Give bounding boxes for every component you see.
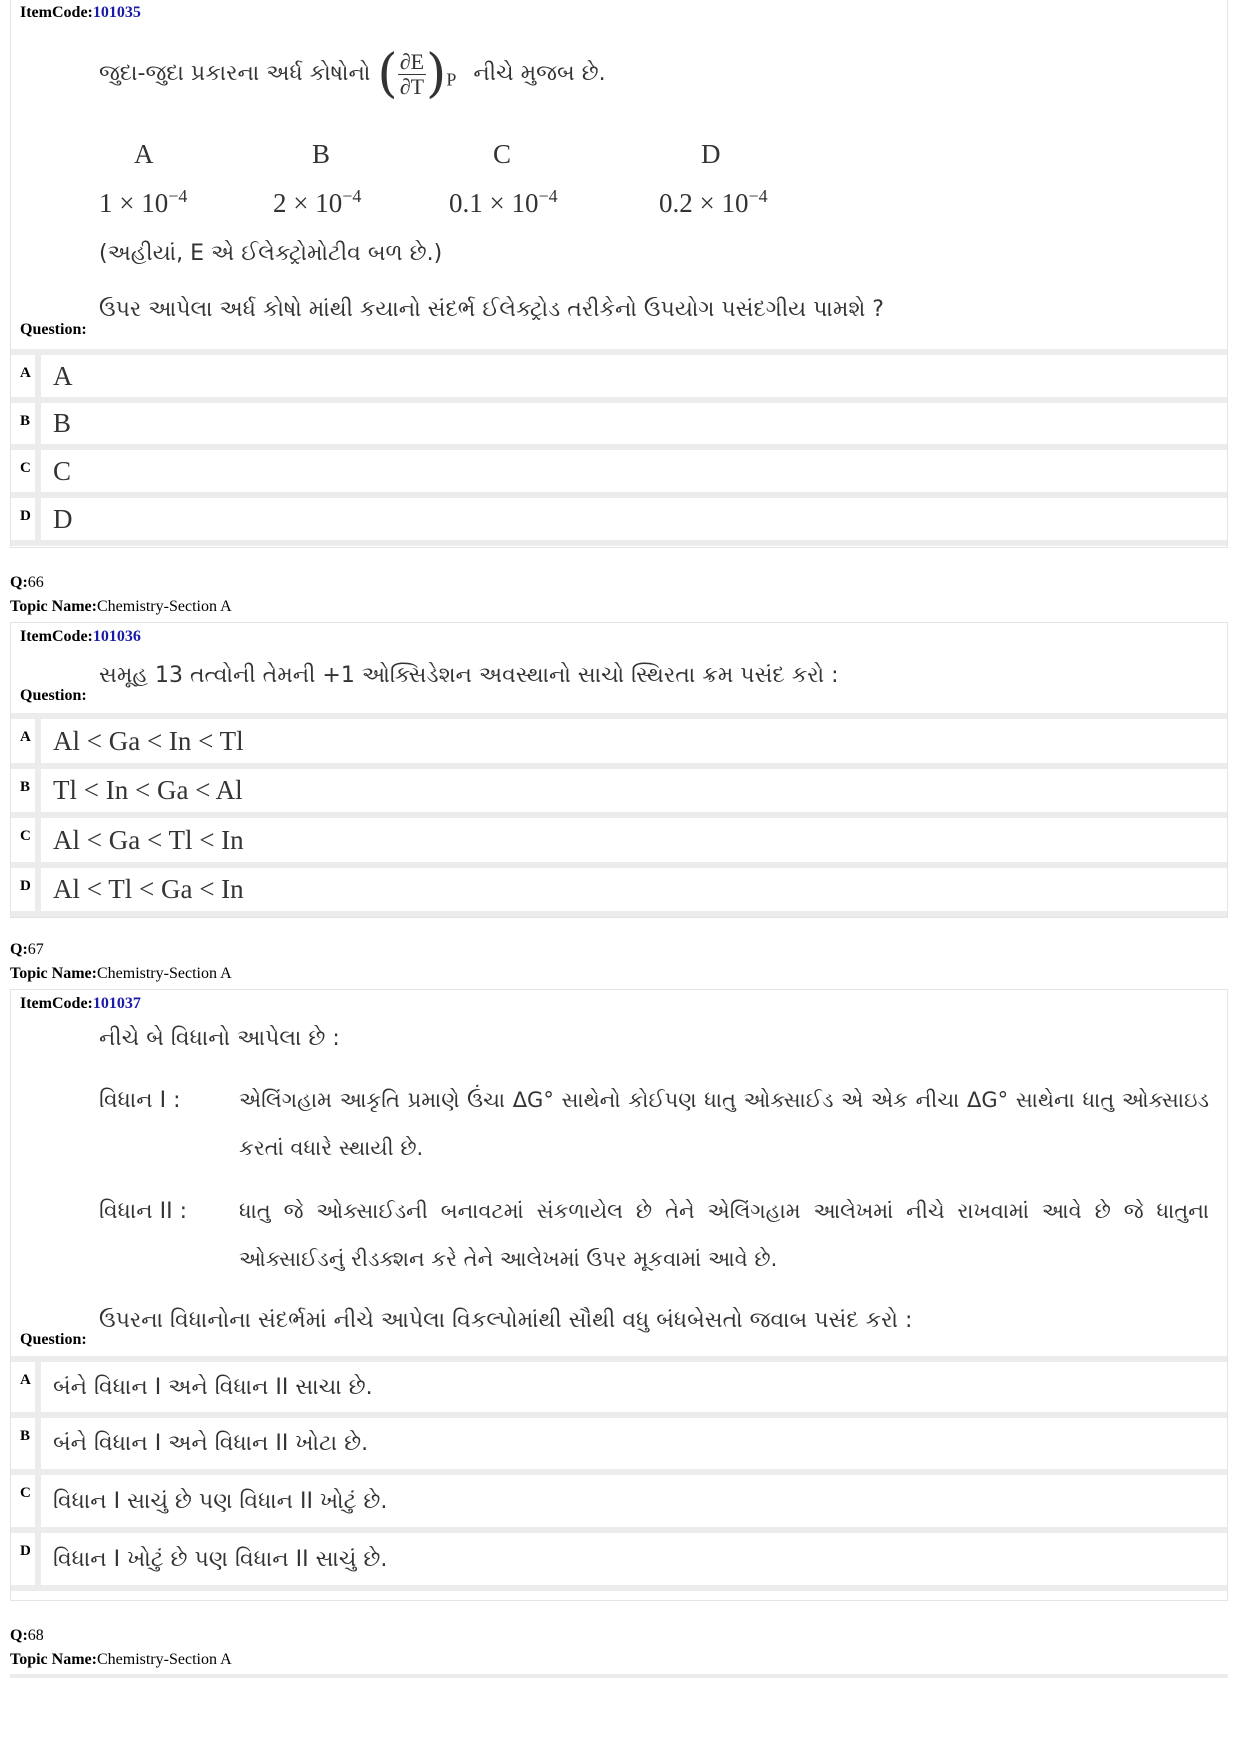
options-list	[11, 349, 1227, 552]
option-a[interactable]: A Al < Ga < In < Tl	[11, 713, 1227, 763]
options-list	[11, 713, 1227, 923]
question-label: Question:	[20, 1331, 87, 1348]
item-code: ItemCode:101037	[20, 995, 141, 1012]
question-card-67	[10, 989, 1228, 1601]
item-code: ItemCode:101036	[20, 628, 141, 645]
question-number: Q:66	[10, 574, 44, 591]
option-a[interactable]: A બંને વિધાન I અને વિધાન II સાચા છે.	[11, 1356, 1227, 1412]
statement-2-text: ધાતુ જે ઓક્સાઈડની બનાવટમાં સંકળાયેલ છે તેને એલિંગહામ આલેખમાં નીચે રાખવામાં આવે છે જે ધાતુના ઓક્સાઈડનું રીડક્શન કરે તેને આલેખમાં ઉપર મૂકવામાં આવે છે.	[239, 1199, 1209, 1271]
topic-name: Topic Name:Chemistry-Section A	[10, 1651, 232, 1668]
option-a[interactable]: A A	[11, 349, 1227, 397]
question-text: ઉપરના વિધાનોના સંદર્ભમાં નીચે આપેલા વિકલ્પોમાંથી સૌથી વધુ બંધબેસતો જવાબ પસંદ કરો :	[99, 1308, 913, 1333]
card-top-border	[10, 1674, 1228, 1678]
value-c: $0.1 \times 10^{-4}$	[449, 186, 558, 218]
column-label-a: A	[134, 139, 154, 169]
statement-1-label: વિધાન I :	[99, 1088, 181, 1113]
question-note: (અહીયાં, E એ ઈલેક્ટ્રોમોટીવ બળ છે.)	[99, 241, 443, 266]
item-code: ItemCode:101035	[20, 4, 141, 21]
column-label-c: C	[493, 139, 512, 169]
option-b[interactable]: B B	[11, 397, 1227, 444]
option-d[interactable]: D D	[11, 492, 1227, 540]
topic-name: Topic Name:Chemistry-Section A	[10, 598, 232, 615]
value-b: $2 \times 10^{-4}$	[273, 186, 362, 218]
value-a: $1 \times 10^{-4}$	[99, 186, 188, 218]
statements-intro: નીચે બે વિધાનો આપેલા છે :	[99, 1026, 340, 1051]
column-label-b: B	[312, 139, 331, 169]
question-number: Q:68	[10, 1627, 44, 1644]
question-card-65	[10, 0, 1228, 548]
option-d[interactable]: D Al < Tl < Ga < In	[11, 862, 1227, 911]
option-b[interactable]: B Tl < In < Ga < Al	[11, 763, 1227, 812]
option-c[interactable]: C વિધાન I સાચું છે પણ વિધાન II ખોટું છે.	[11, 1469, 1227, 1527]
question-number: Q:67	[10, 941, 44, 958]
question-intro: જુદા-જુદા પ્રકારના અર્ધ કોષોનો ( $\frac{\partial E}{\partial T}$ )$_P$ નીચે મુજબ છે.	[99, 44, 606, 104]
options-list	[11, 1356, 1227, 1597]
option-b[interactable]: B બંને વિધાન I અને વિધાન II ખોટા છે.	[11, 1412, 1227, 1469]
option-c[interactable]: C Al < Ga < Tl < In	[11, 812, 1227, 862]
question-text: સમૂહ 13 તત્વોની તેમની +1 ઓક્સિડેશન અવસ્થાનો સાચો સ્થિરતા ક્રમ પસંદ કરો :	[99, 663, 839, 688]
option-c[interactable]: C C	[11, 444, 1227, 492]
question-text: ઉપર આપેલા અર્ધ કોષો માંથી કયાનો સંદર્ભ ઈલેક્ટ્રોડ તરીકેનો ઉપયોગ પસંદગીય પામશે ?	[99, 297, 884, 322]
question-label: Question:	[20, 321, 87, 338]
statement-2-label: વિધાન II :	[99, 1199, 188, 1224]
column-label-d: D	[701, 139, 721, 169]
value-d: $0.2 \times 10^{-4}$	[659, 186, 768, 218]
topic-name: Topic Name:Chemistry-Section A	[10, 965, 232, 982]
option-d[interactable]: D વિધાન I ખોટું છે પણ વિધાન II સાચું છે.	[11, 1527, 1227, 1585]
partial-derivative: $\frac{\partial E}{\partial T}$	[399, 48, 425, 99]
statement-1-text: એલિંગહામ આકૃતિ પ્રમાણે ઉંચા ΔG° સાથેનો કોઈપણ ધાતુ ઓક્સાઈડ એ એક નીચા ΔG° સાથેના ધાતુ ઓક્સાઇડ કરતાં વધારે સ્થાયી છે.	[239, 1088, 1209, 1160]
question-card-66	[10, 622, 1228, 918]
question-label: Question:	[20, 687, 87, 704]
